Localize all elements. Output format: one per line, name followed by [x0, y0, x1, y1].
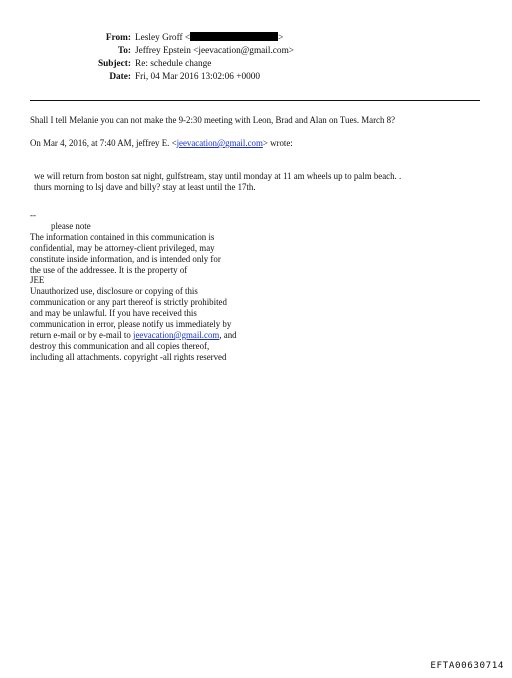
redaction-box — [190, 32, 278, 41]
disclaimer-return-line: return e-mail or by e-mail to jeevacation@gmail.com, and — [30, 329, 237, 340]
bates-number: EFTA00630714 — [430, 660, 504, 671]
disclaimer-line: the use of the addressee. It is the property of — [30, 264, 188, 275]
disclaimer-line: The information contained in this communication is — [30, 231, 215, 242]
from-name: Lesley Groff < — [135, 33, 191, 43]
reply-text: Shall I tell Melanie you can not make the 9-2:30 meeting with Leon, Brad and Alan on Tues. March 8? — [30, 115, 396, 125]
disclaimer-line: destroy this communication and all copies thereof, — [30, 340, 210, 351]
quote-email-link[interactable]: jeevacation@gmail.com — [176, 138, 263, 148]
disclaimer-line: JEE — [30, 275, 45, 286]
disclaimer-email-link[interactable]: jeevacation@gmail.com — [133, 329, 220, 340]
quoted-line-1: we will return from boston sat night, gulfstream, stay until monday at 11 am wheels up to palm beach. . — [34, 171, 402, 181]
header-divider — [30, 100, 480, 101]
to-value: Jeffrey Epstein <jeevacation@gmail.com> — [135, 46, 295, 56]
disclaimer-line: communication or any part thereof is strictly prohibited — [30, 297, 227, 308]
quote-suffix: > wrote: — [262, 138, 293, 148]
quote-attribution — [30, 138, 293, 149]
disclaimer-line: Unauthorized use, disclosure or copying of this — [30, 286, 198, 297]
quote-prefix: On Mar 4, 2016, at 7:40 AM, jeffrey E. < — [30, 138, 177, 148]
signature-block — [30, 210, 237, 363]
to-label: To: — [117, 46, 131, 56]
disclaimer-line: confidential, may be attorney-client privileged, may — [30, 242, 215, 253]
from-close: > — [278, 33, 284, 43]
disclaimer-line: constitute inside information, and is intended only for — [30, 253, 221, 264]
subject-value: Re: schedule change — [135, 59, 212, 69]
signature-dashes: -- — [30, 210, 36, 220]
disclaimer-line: and may be unlawful. If you have received this — [30, 308, 197, 319]
from-label: From: — [105, 33, 131, 43]
disclaimer-line: communication in error, please notify us immediately by — [30, 319, 232, 330]
date-label: Date: — [109, 72, 131, 82]
disclaimer-line: including all attachments. copyright -all rights reserved — [30, 351, 227, 362]
from-value — [135, 32, 283, 44]
please-note: please note — [51, 220, 91, 231]
subject-label: Subject: — [97, 59, 131, 69]
date-value: Fri, 04 Mar 2016 13:02:06 +0000 — [135, 72, 261, 82]
quoted-line-2: thurs morning to lsj dave and billy? stay at least until the 17th. — [34, 182, 256, 192]
